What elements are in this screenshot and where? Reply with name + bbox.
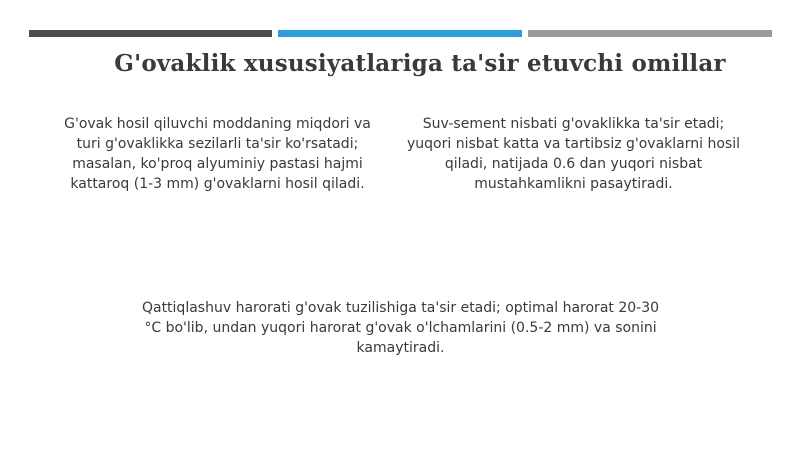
paragraph-water-cement-ratio: Suv-sement nisbati g'ovaklikka ta'sir etadi; yuqori nisbat katta va tartibsiz g'ovaklarni hosil qiladi, natijada 0.6 dan yuqori nisbat mustahkamlikni pasaytiradi. [407, 116, 740, 192]
top-accent-bar-dark [29, 30, 272, 37]
top-accent-bar-gray [528, 30, 772, 37]
paragraph-pore-agent: G'ovak hosil qiluvchi moddaning miqdori va turi g'ovaklikka sezilarli ta'sir ko'rsatadi; masalan, ko'proq alyuminiy pastasi hajmi kattaroq (1-3 mm) g'ovaklarni hosil qiladi. [64, 116, 371, 192]
slide-title: G'ovaklik xususiyatlariga ta'sir etuvchi omillar [114, 50, 726, 77]
paragraph-curing-temperature: Qattiqlashuv harorati g'ovak tuzilishiga ta'sir etadi; optimal harorat 20-30 °C bo'lib, undan yuqori harorat g'ovak o'lchamlarini (0.5-2 mm) va sonini kamaytiradi. [141, 300, 660, 356]
top-accent-bar-blue [278, 30, 522, 37]
